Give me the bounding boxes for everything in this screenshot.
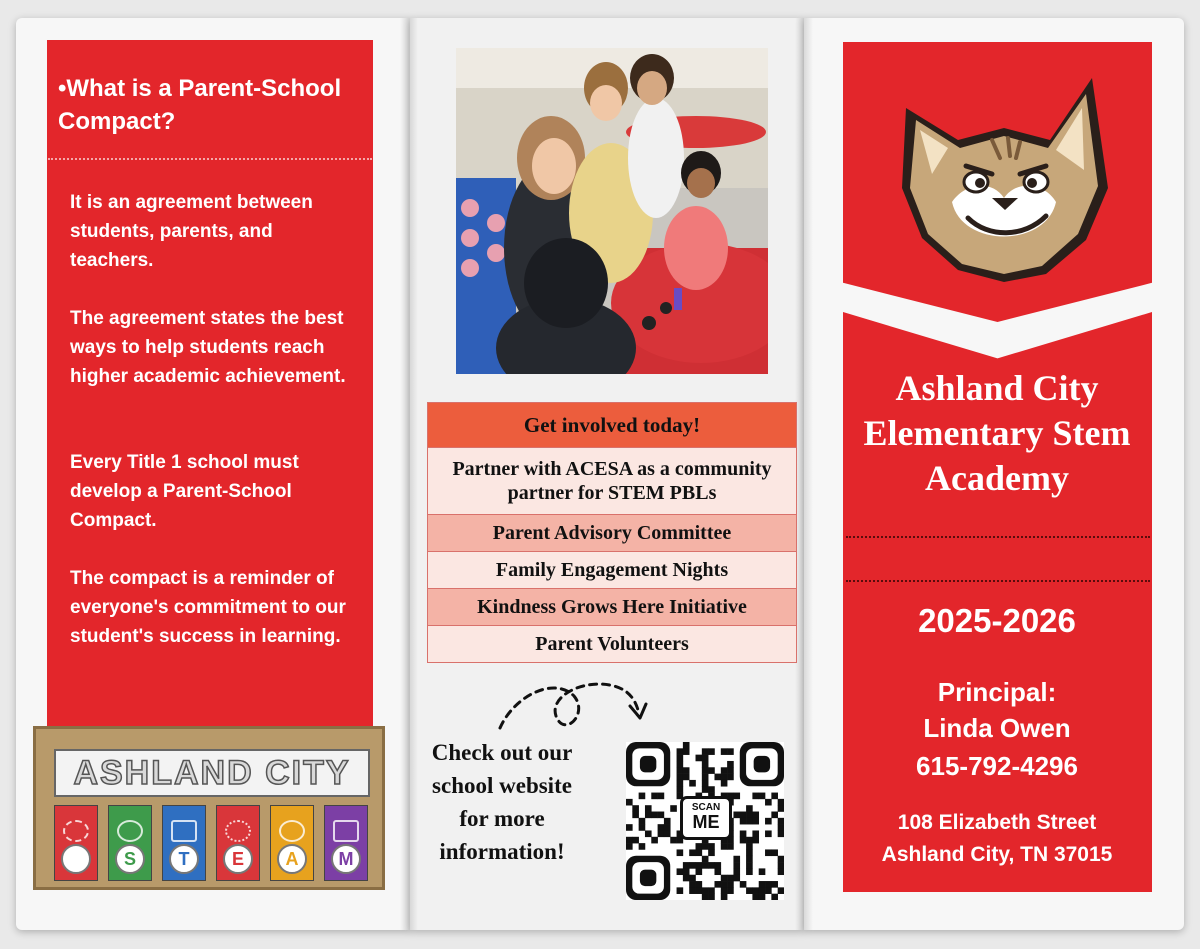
qr-module — [740, 881, 747, 888]
qr-module — [778, 799, 784, 806]
sign-tile-gear — [54, 805, 98, 881]
qr-module — [727, 875, 734, 882]
qr-module — [721, 767, 728, 774]
qr-module — [778, 862, 784, 869]
qr-module — [708, 748, 715, 755]
qr-module — [765, 799, 772, 806]
principal-name: Linda Owen — [923, 713, 1071, 743]
qr-module — [746, 849, 753, 856]
qr-module — [639, 793, 646, 800]
qr-finder — [626, 742, 670, 786]
qr-module — [727, 881, 734, 888]
qr-module — [727, 887, 734, 894]
qr-module — [771, 894, 778, 900]
qr-module — [740, 818, 747, 825]
qr-module — [677, 755, 684, 762]
qr-module — [626, 843, 633, 850]
qr-module — [746, 837, 753, 844]
sign-word: ASHLAND CITY — [73, 753, 351, 792]
qr-module — [645, 805, 652, 812]
qr-module — [632, 812, 639, 819]
sign-tile-letter: M — [331, 844, 361, 874]
qr-module — [771, 881, 778, 888]
qr-module — [708, 862, 715, 869]
qr-module — [708, 843, 715, 850]
wildcat-mascot-icon — [896, 70, 1112, 284]
compact-info-box — [47, 40, 373, 760]
qr-module — [752, 887, 759, 894]
get-involved-row: Kindness Grows Here Initiative — [427, 589, 797, 626]
qr-module — [696, 862, 703, 869]
qr-module — [626, 837, 633, 844]
qr-module — [752, 894, 759, 900]
qr-module — [683, 868, 690, 875]
qr-module — [702, 774, 709, 781]
sign-tile-e — [216, 805, 260, 881]
qr-module — [696, 868, 703, 875]
qr-module — [683, 767, 690, 774]
qr-module — [626, 799, 633, 806]
qr-module — [696, 881, 703, 888]
principal-label: Principal: — [937, 677, 1057, 707]
qr-module — [689, 780, 696, 787]
qr-module — [696, 755, 703, 762]
qr-module — [670, 805, 677, 812]
qr-module — [721, 875, 728, 882]
qr-module — [639, 843, 646, 850]
computer-icon — [171, 820, 197, 842]
qr-module — [645, 812, 652, 819]
qr-module — [746, 862, 753, 869]
qr-module — [727, 767, 734, 774]
qr-module — [733, 812, 740, 819]
qr-module — [651, 812, 658, 819]
compact-paragraph: The compact is a reminder of everyone's commitment to our student's success in learning. — [70, 568, 346, 647]
qr-module — [702, 748, 709, 755]
qr-module — [658, 824, 665, 831]
qr-module — [677, 849, 684, 856]
get-involved-row: Partner with ACESA as a community partner for STEM PBLs — [427, 448, 797, 515]
qr-module — [683, 748, 690, 755]
get-involved-row: Family Engagement Nights — [427, 552, 797, 589]
qr-module — [689, 881, 696, 888]
school-phone: 615-792-4296 — [916, 751, 1078, 781]
qr-module — [702, 761, 709, 768]
qr-module — [658, 812, 665, 819]
qr-module — [664, 824, 671, 831]
qr-module — [759, 881, 766, 888]
qr-module — [651, 837, 658, 844]
qr-module — [752, 793, 759, 800]
qr-module — [702, 862, 709, 869]
qr-module — [683, 875, 690, 882]
qr-module — [746, 818, 753, 825]
qr-module — [664, 830, 671, 837]
qr-module — [702, 767, 709, 774]
qr-module — [658, 830, 665, 837]
qr-module — [746, 856, 753, 863]
school-year: 2025-2026 — [918, 602, 1076, 639]
qr-module — [733, 856, 740, 863]
qr-module — [740, 830, 747, 837]
qr-module — [771, 793, 778, 800]
qr-module — [683, 862, 690, 869]
school-city: Ashland City, TN 37015 — [881, 843, 1113, 866]
compact-heading: •What is a Parent-School Compact? — [58, 75, 342, 135]
get-involved-table — [427, 402, 797, 663]
qr-module — [689, 875, 696, 882]
qr-module — [765, 830, 772, 837]
qr-module — [727, 761, 734, 768]
school-street: 108 Elizabeth Street — [897, 811, 1097, 834]
qr-module — [733, 868, 740, 875]
info-divider — [846, 536, 1150, 538]
qr-module — [702, 894, 709, 900]
qr-module — [677, 887, 684, 894]
qr-module — [765, 881, 772, 888]
me-label: ME — [692, 812, 720, 832]
school-name: Ashland City Elementary Stem Academy — [863, 368, 1131, 498]
qr-module — [639, 824, 646, 831]
qr-module — [664, 818, 671, 825]
qr-module — [677, 780, 684, 787]
fold-shadow — [400, 18, 418, 930]
qr-module — [658, 793, 665, 800]
heading-divider — [48, 158, 372, 160]
qr-module — [651, 793, 658, 800]
qr-module — [632, 837, 639, 844]
qr-module — [708, 786, 715, 793]
qr-module — [639, 818, 646, 825]
qr-module — [702, 843, 709, 850]
qr-module — [626, 824, 633, 831]
qr-module — [714, 862, 721, 869]
qr-module — [721, 748, 728, 755]
sign-word-box — [54, 749, 370, 797]
qr-module — [708, 849, 715, 856]
calculator-icon — [333, 820, 359, 842]
qr-module — [752, 818, 759, 825]
info-divider — [846, 580, 1150, 582]
qr-module — [708, 767, 715, 774]
qr-module — [771, 849, 778, 856]
qr-module — [683, 742, 690, 749]
qr-module — [778, 887, 784, 894]
qr-module — [727, 748, 734, 755]
qr-module — [696, 843, 703, 850]
qr-module — [702, 780, 709, 787]
sign-tile-letter — [61, 844, 91, 874]
sign-tile-t — [162, 805, 206, 881]
qr-module — [759, 887, 766, 894]
sign-tile-letter: E — [223, 844, 253, 874]
qr-module — [778, 818, 784, 825]
qr-module — [752, 812, 759, 819]
qr-module — [733, 862, 740, 869]
sign-tile-m — [324, 805, 368, 881]
qr-module — [778, 856, 784, 863]
qr-module — [714, 881, 721, 888]
qr-module — [702, 856, 709, 863]
sign-tile-letter: T — [169, 844, 199, 874]
fold-shadow — [795, 18, 813, 930]
qr-module — [721, 887, 728, 894]
qr-module — [778, 824, 784, 831]
qr-module — [778, 868, 784, 875]
qr-module — [746, 812, 753, 819]
gear-icon — [63, 820, 89, 842]
sign-tile-letter: S — [115, 844, 145, 874]
qr-module — [752, 830, 759, 837]
classroom-photo — [456, 48, 768, 374]
qr-module — [689, 862, 696, 869]
qr-module — [765, 849, 772, 856]
qr-module — [746, 868, 753, 875]
qr-module — [759, 793, 766, 800]
qr-module — [702, 887, 709, 894]
classroom-photo-art — [456, 48, 768, 374]
qr-module — [677, 868, 684, 875]
qr-module — [677, 767, 684, 774]
qr-module — [702, 786, 709, 793]
qr-module — [778, 830, 784, 837]
qr-module — [714, 774, 721, 781]
qr-module — [708, 887, 715, 894]
compact-paragraph: Every Title 1 school must develop a Parent-School Compact. — [70, 452, 299, 531]
compact-paragraph: The agreement states the best ways to help students reach higher academic achievement. — [70, 308, 346, 387]
get-involved-row: Parent Volunteers — [427, 626, 797, 663]
compact-paragraph: It is an agreement between students, parents, and teachers. — [70, 192, 313, 271]
qr-module — [670, 837, 677, 844]
gears-icon — [225, 820, 251, 842]
qr-module — [727, 774, 734, 781]
qr-module — [721, 881, 728, 888]
qr-module — [727, 843, 734, 850]
qr-module — [746, 887, 753, 894]
qr-module — [740, 837, 747, 844]
scan-label: SCAN — [691, 802, 721, 813]
qr-module — [696, 849, 703, 856]
qr-module — [677, 786, 684, 793]
qr-module — [689, 849, 696, 856]
qr-module — [759, 894, 766, 900]
qr-module — [721, 894, 728, 900]
sign-tile-a — [270, 805, 314, 881]
website-note: Check out our school website for more information! — [431, 740, 573, 864]
sign-tile-letter: A — [277, 844, 307, 874]
qr-module — [714, 868, 721, 875]
qr-module — [746, 843, 753, 850]
qr-module — [696, 887, 703, 894]
qr-module — [645, 830, 652, 837]
qr-module — [677, 761, 684, 768]
qr-module — [752, 837, 759, 844]
qr-module — [677, 748, 684, 755]
qr-module — [733, 793, 740, 800]
palette-icon — [279, 820, 305, 842]
qr-finder — [740, 742, 784, 786]
qr-module — [746, 805, 753, 812]
qr-module — [677, 774, 684, 781]
qr-module — [759, 868, 766, 875]
qr-module — [689, 887, 696, 894]
qr-module — [771, 812, 778, 819]
scan-me-label — [680, 796, 732, 840]
qr-module — [721, 843, 728, 850]
qr-module — [683, 774, 690, 781]
qr-module — [765, 887, 772, 894]
qr-module — [721, 774, 728, 781]
qr-module — [778, 805, 784, 812]
qr-module — [765, 818, 772, 825]
sign-tile-s — [108, 805, 152, 881]
get-involved-row: Parent Advisory Committee — [427, 515, 797, 552]
ashland-city-steam-sign-photo — [33, 726, 385, 890]
get-involved-header: Get involved today! — [427, 402, 797, 448]
qr-module — [740, 812, 747, 819]
qr-module — [632, 805, 639, 812]
qr-module — [733, 875, 740, 882]
qr-module — [721, 780, 728, 787]
qr-finder — [626, 856, 670, 900]
qr-module — [702, 755, 709, 762]
atom-icon — [117, 820, 143, 842]
qr-module — [708, 894, 715, 900]
